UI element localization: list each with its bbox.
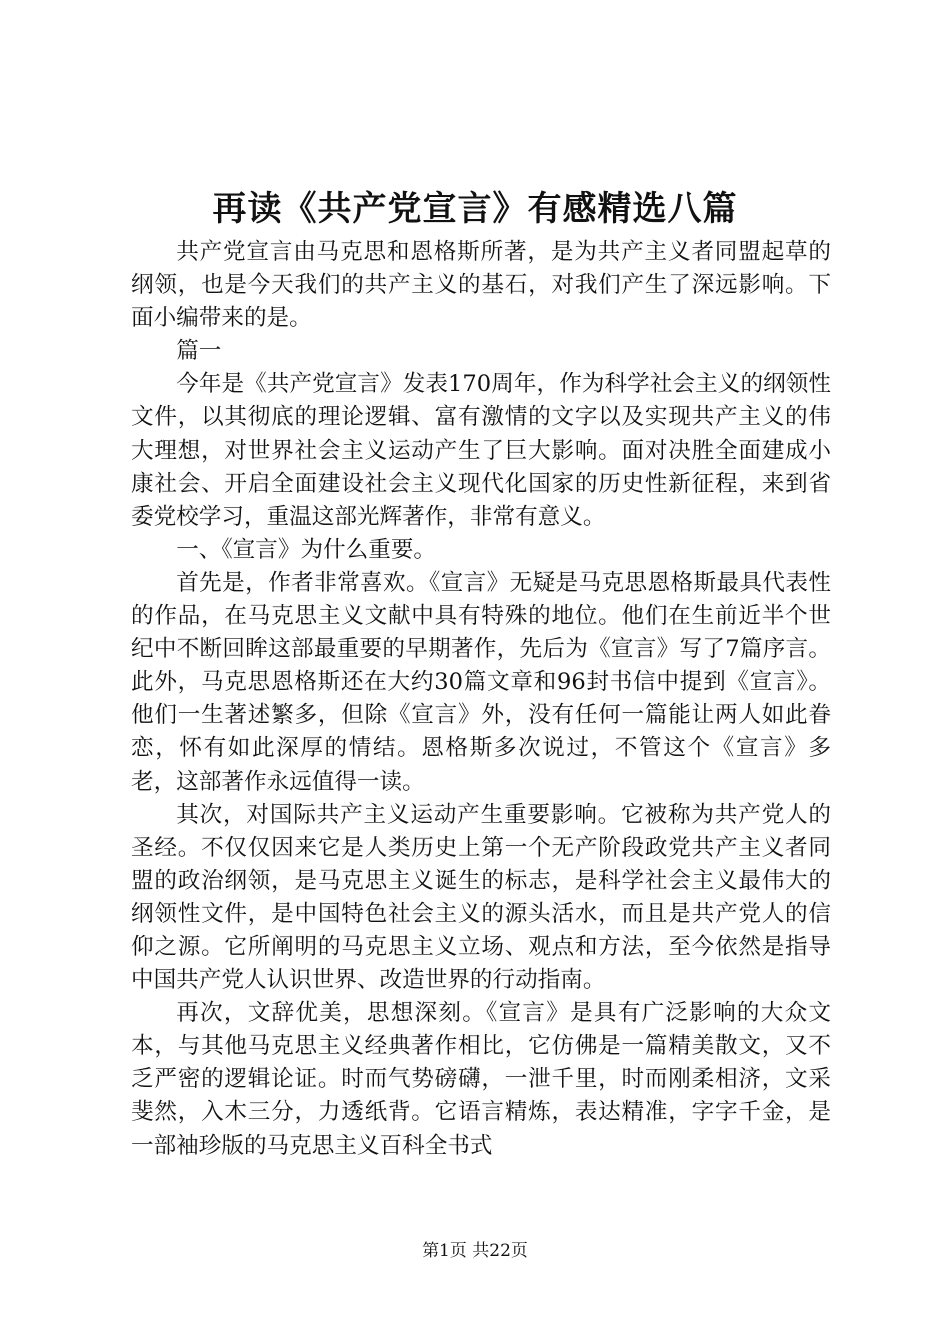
paragraph: 其次，对国际共产主义运动产生重要影响。它被称为共产党人的圣经。不仅仅因来它是人类历史上第一个无产阶段政党共产主义者同盟的政治纲领，是马克思主义诞生的标志，是科学社会主义最伟大的纲领性文件，是中国特色社会主义的源头活水，而且是共产党人的信仰之源。它所阐明的马克思主义立场、观点和方法，至今依然是指导中国共产党人认识世界、改造世界的行动指南。 [131, 801, 831, 994]
paragraph: 首先是，作者非常喜欢。《宣言》无疑是马克思恩格斯最具代表性的作品，在马克思主义文献中具有特殊的地位。他们在生前近半个世纪中不断回眸这部最重要的早期著作，先后为《宣言》写了7篇序言。此外，马克思恩格斯还在大约30篇文章和96封书信中提到《宣言》。他们一生著述繁多，但除《宣言》外，没有任何一篇能让两人如此眷恋，怀有如此深厚的情结。恩格斯多次说过，不管这个《宣言》多老，这部著作永远值得一读。 [131, 569, 831, 795]
paragraph: 今年是《共产党宣言》发表170周年，作为科学社会主义的纲领性文件，以其彻底的理论逻辑、富有激情的文字以及实现共产主义的伟大理想，对世界社会主义运动产生了巨大影响。面对决胜全面建成小康社会、开启全面建设社会主义现代化国家的历史性新征程，来到省委党校学习，重温这部光辉著作，非常有意义。 [131, 371, 831, 530]
paragraph-intro: 共产党宣言由马克思和恩格斯所著，是为共产主义者同盟起草的纲领，也是今天我们的共产主义的基石，对我们产生了深远影响。下面小编带来的是。 [131, 239, 831, 332]
section-heading-part-one: 篇一 [176, 338, 222, 365]
page-number-footer: 第1页 共22页 [422, 1241, 528, 1261]
document-title: 再读《共产党宣言》有感精选八篇 [212, 189, 738, 229]
section-heading: 一、《宣言》为什么重要。 [176, 536, 437, 563]
paragraph: 再次，文辞优美，思想深刻。《宣言》是具有广泛影响的大众文本，与其他马克思主义经典著作相比，它仿佛是一篇精美散文，又不乏严密的逻辑论证。时而气势磅礴，一泄千里，时而刚柔相济，文采斐然，入木三分，力透纸背。它语言精炼，表达精准，字字千金，是一部袖珍版的马克思主义百科全书式 [131, 1000, 831, 1159]
document-body [131, 236, 831, 1163]
